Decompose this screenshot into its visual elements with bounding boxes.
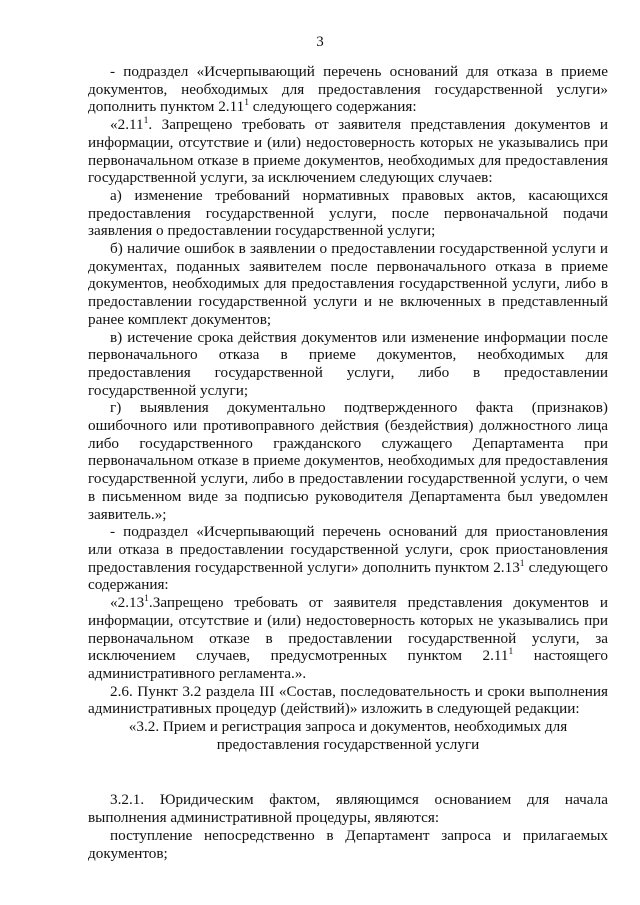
paragraph-text-tail: . Запрещено требовать от заявителя представления документов и информации, отсутствие и (или) недостоверность которых не указывались при первоначальном отказе в приеме документов, необходимых для предоставления государственной услуги, за исключением следующих случаев: [88,116,608,187]
paragraph-subsection-suspension-grounds [88,523,608,594]
clause-number: «2.13 [110,594,145,612]
document-body [88,63,608,862]
paragraph-receipt: поступление непосредственно в Департамент запроса и прилагаемых документов; [88,826,608,862]
section-heading-3-2: «3.2. Прием и регистрация запроса и документов, необходимых для предоставления государственной услуги [128,718,568,753]
clause-number: «2.11 [110,116,144,134]
paragraph-text-tail: следующего содержания: [88,558,608,594]
paragraph-text-end: настоящего административного регламента.». [88,647,609,682]
paragraph-subsection-refusal-grounds [88,63,608,116]
paragraph-3-2-1: 3.2.1. Юридическим фактом, являющимся основанием для начала выполнения административной процедуры, являются: [88,791,608,827]
page-number: 3 [316,34,324,50]
paragraph-clause-2-11-1 [88,116,608,187]
spacer [88,753,608,791]
paragraph-case-a: а) изменение требований нормативных правовых актов, касающихся предоставления государственной услуги, после первоначальной подачи заявления о предоставлении государственной услуги; [88,186,608,240]
paragraph-text: - подраздел «Исчерпывающий перечень оснований для отказа в приеме документов, необходимых для предоставления государственной услуги» дополнить пунктом 2.11 [88,63,608,116]
superscript: 1 [143,116,149,127]
paragraph-clause-2-13-1 [88,594,608,683]
paragraph-case-d: г) выявления документально подтвержденного факта (признаков) ошибочного или противоправного действия (бездействия) должностного лица либо государственного гражданского служащего Департамента при первоначальном отказе в приеме документов, необходимых для предоставления государственной услуги, либо в предоставлении государственной услуги, о чем в письменном виде за подписью руководителя Департамента был уведомлен заявитель.»; [88,399,608,523]
paragraph-text-tail: .Запрещено требовать от заявителя представления документов и информации, отсутствие и (или) недостоверность которых не указывались при первоначальном отказе в предоставлении государственной услуги, за исключением случаев, предусмотренных пунктом 2.11 [88,594,608,665]
paragraph-case-b: б) наличие ошибок в заявлении о предоставлении государственной услуги и документах, поданных заявителем после первоначального отказа в приеме документов, необходимых для предоставления государственной услуги, либо в предоставлении государственной услуги и не включенных в представленный ранее комплект документов; [88,240,608,328]
superscript: 1 [508,647,514,658]
paragraph-text: - подраздел «Исчерпывающий перечень оснований для приостановления или отказа в предоставлении государственной услуги, срок приостановления предоставления государственной услуги» дополнить пунктом 2.13 [88,523,608,576]
paragraph-item-2-6: 2.6. Пункт 3.2 раздела III «Состав, последовательность и сроки выполнения административных процедур (действий)» изложить в следующей редакции: [88,682,608,718]
superscript: 1 [244,98,249,109]
paragraph-case-c: в) истечение срока действия документов или изменение информации после первоначального отказа в приеме документов, необходимых для предоставления государственной услуги, либо в предоставлении государственной услуги; [88,328,608,399]
superscript: 1 [519,558,525,569]
paragraph-text-tail: следующего содержания: [248,98,417,116]
superscript: 1 [144,594,149,605]
